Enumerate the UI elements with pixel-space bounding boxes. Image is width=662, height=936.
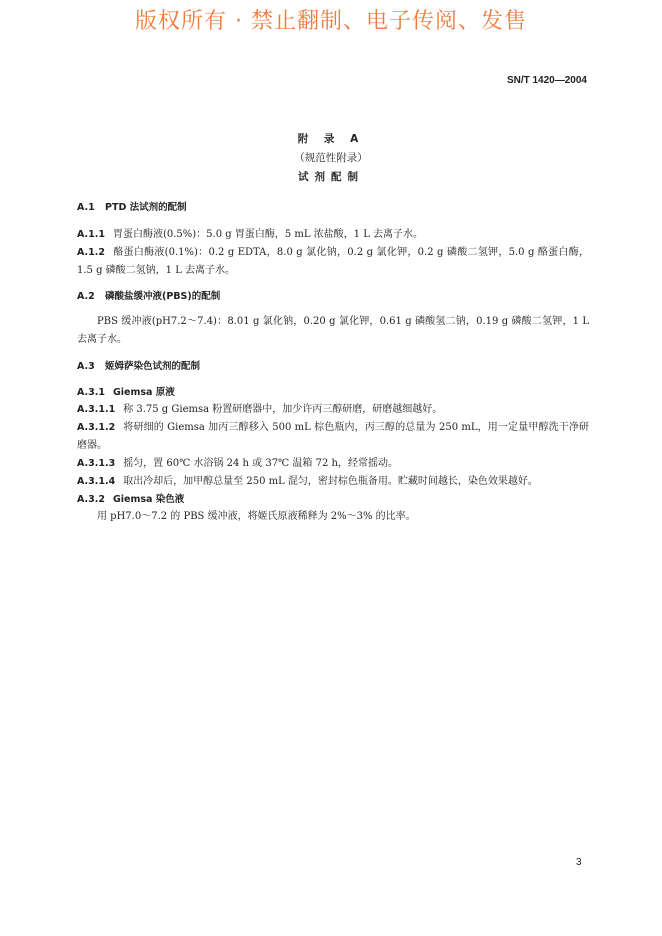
section-number: A.3	[77, 361, 95, 372]
appendix-heading	[0, 130, 662, 187]
clause-number: A.1.2	[77, 247, 105, 258]
clause-number: A.3.1.2	[77, 422, 116, 433]
clause-text: 取出冷却后，加甲醇总量至 250 mL 混匀，密封棕色瓶备用。贮藏时间越长，染色效果越好。	[123, 476, 538, 487]
section-title: PTD 法试剂的配制	[105, 202, 187, 213]
section-a31-heading	[77, 384, 589, 402]
section-title: Giemsa 原液	[112, 387, 175, 398]
section-number: A.1	[77, 202, 95, 213]
section-number: A.3.1	[77, 387, 105, 398]
clause-number: A.3.1.4	[77, 476, 116, 487]
clause-text: 称 3.75 g Giemsa 粉置研磨器中，加少许丙三醇研磨，研磨越细越好。	[123, 404, 443, 415]
page-number: 3	[576, 857, 582, 868]
appendix-title: 附 录 A	[297, 133, 365, 145]
clause-a11	[77, 226, 589, 244]
watermark-banner: 版权所有 · 禁止翻制、电子传阅、发售	[135, 9, 527, 34]
section-title: 姬姆萨染色试剂的配制	[105, 361, 201, 372]
clause-a314	[77, 473, 589, 491]
standard-code: SN/T 1420—2004	[506, 75, 587, 86]
clause-a313	[77, 455, 589, 473]
clause-text: 将研细的 Giemsa 加丙三醇移入 500 mL 棕色瓶内，丙三醇的总量为 250 mL，用一定量甲醇洗干净研磨器。	[77, 422, 589, 451]
clause-a12	[77, 244, 589, 280]
section-a32-heading	[77, 491, 589, 509]
clause-text: 酪蛋白酶液(0.1%)：0.2 g EDTA，8.0 g 氯化钠，0.2 g 氯化钾，0.2 g 磷酸二氢钾，5.0 g 酪蛋白酶，1.5 g 磷酸二氢钠，1 L 去离子水。	[77, 247, 589, 276]
clause-a311	[77, 401, 589, 419]
clause-number: A.3.1.3	[77, 458, 116, 469]
section-number: A.2	[77, 291, 95, 302]
section-a3-heading	[77, 358, 589, 376]
clause-number: A.1.1	[77, 229, 105, 240]
clause-number: A.3.1.1	[77, 404, 116, 415]
clause-a312	[77, 419, 589, 455]
section-title: 磷酸盐缓冲液(PBS)的配制	[105, 291, 221, 302]
section-title: Giemsa 染色液	[112, 494, 185, 505]
appendix-subtitle: （规范性附录）	[294, 152, 368, 164]
section-a2-heading	[77, 288, 589, 306]
clause-a2-text: PBS 缓冲液(pH7.2～7.4)：8.01 g 氯化钠，0.20 g 氯化钾，0.61 g 磷酸氢二钠，0.19 g 磷酸二氢钾，1 L 去离子水。	[77, 316, 589, 345]
clause-text: 胃蛋白酶液(0.5%)：5.0 g 胃蛋白酶，5 mL 浓盐酸，1 L 去离子水。	[112, 229, 424, 240]
section-number: A.3.2	[77, 494, 105, 505]
clause-text: 摇匀，置 60℃ 水浴锅 24 h 或 37℃ 温箱 72 h，经常摇动。	[123, 458, 398, 469]
clause-a32-text: 用 pH7.0～7.2 的 PBS 缓冲液，将姬氏原液稀释为 2%～3% 的比率。	[97, 511, 416, 522]
section-a1-heading	[77, 199, 589, 217]
appendix-heading-title: 试剂配制	[298, 171, 364, 183]
